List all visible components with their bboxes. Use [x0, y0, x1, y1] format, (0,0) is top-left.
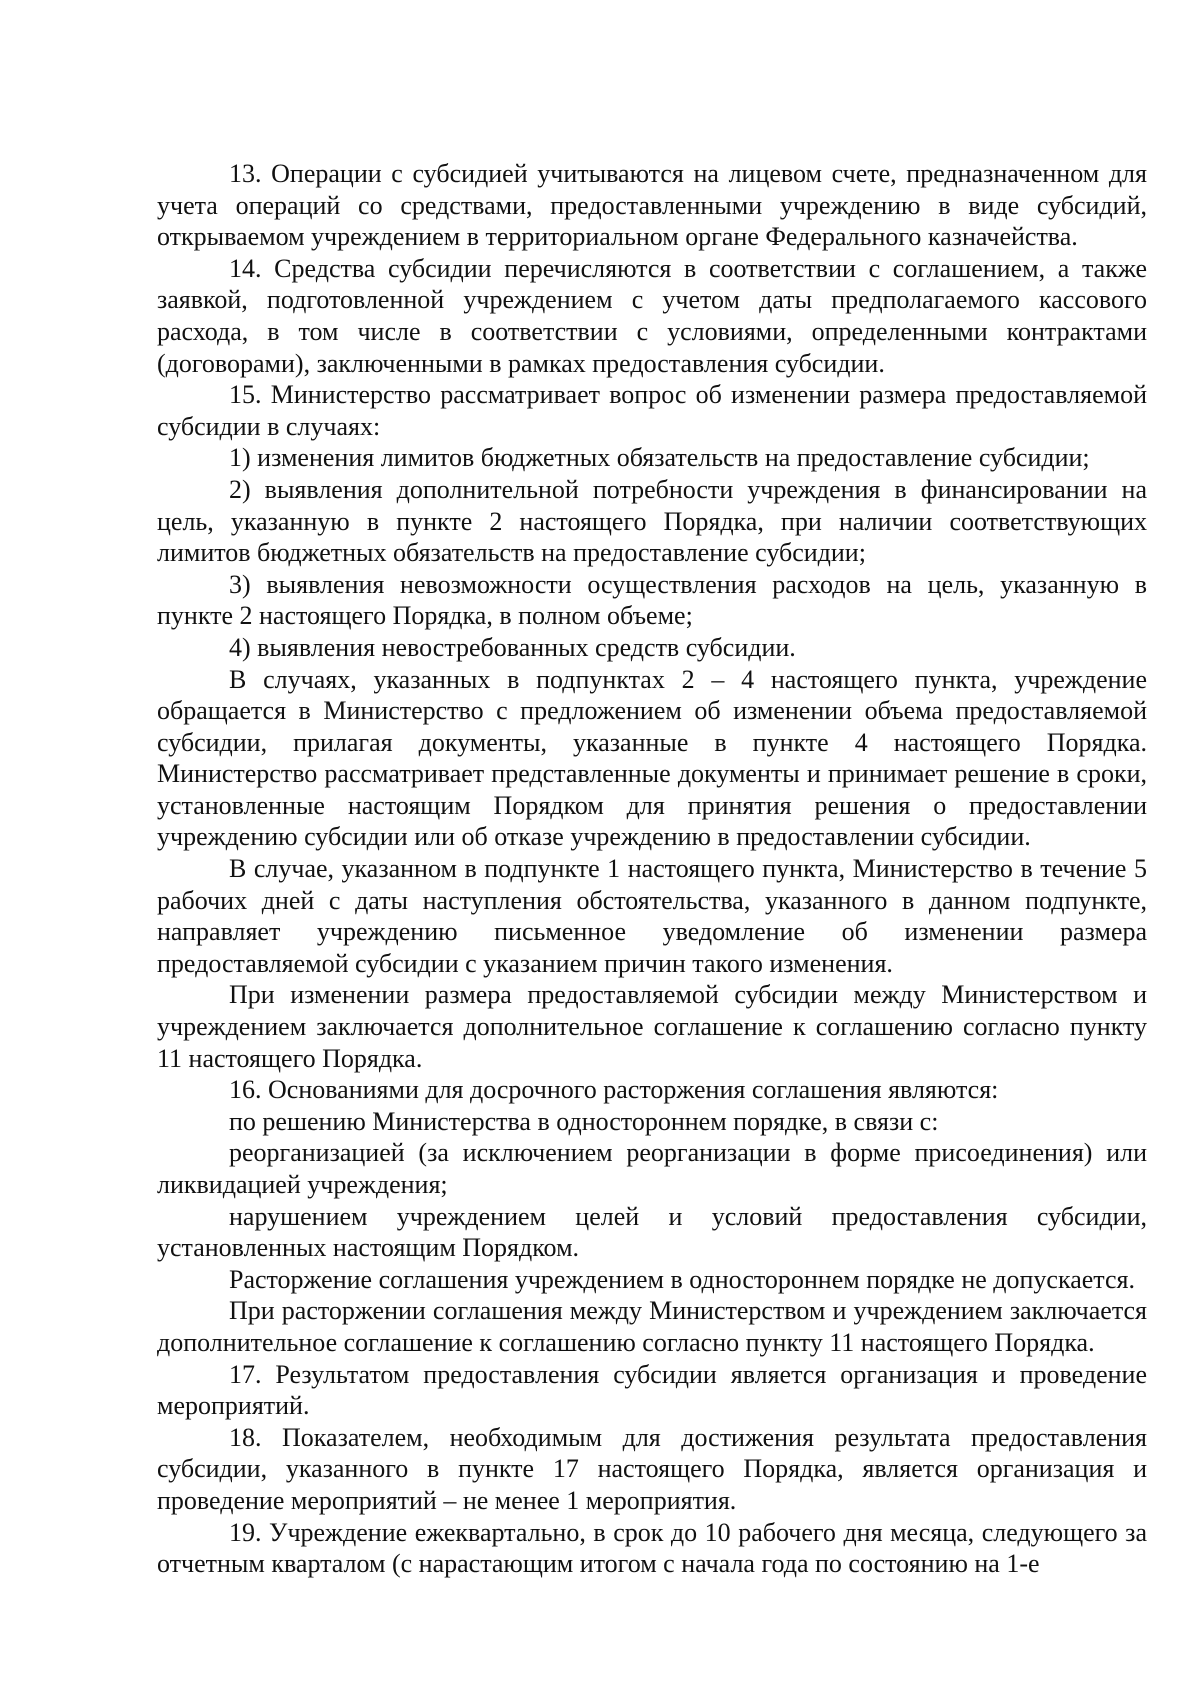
paragraph-additional-agreement: При изменении размера предоставляемой субсидии между Министерством и учреждением заключается дополнительное соглашение к соглашению согласно пункту 11 настоящего Порядка. — [157, 980, 1147, 1073]
paragraph-17-result: 17. Результатом предоставления субсидии является организация и проведение мероприятий. — [157, 1359, 1147, 1421]
paragraph-16-termination: 16. Основаниями для досрочного расторжения соглашения являются: — [229, 1075, 999, 1105]
paragraph-violation: нарушением учреждением целей и условий предоставления субсидии, установленных настоящим Порядком. — [157, 1201, 1147, 1263]
document-page — [157, 158, 1147, 1580]
paragraph-unilateral-decision: по решению Министерства в одностороннем порядке, в связи с: — [229, 1106, 939, 1136]
paragraph-case-1: В случае, указанном в подпункте 1 настоящего пункта, Министерство в течение 5 рабочих дней с даты наступления обстоятельства, указанного в данном подпункте, направляет учреждению письменное уведомление об изменении размера предоставляемой субсидии с указанием причин такого изменения. — [157, 854, 1147, 978]
list-item-4-unclaimed: 4) выявления невостребованных средств субсидии. — [229, 632, 796, 662]
paragraph-termination-agreement: При расторжении соглашения между Министерством и учреждением заключается дополнительное соглашение к соглашению согласно пункту 11 настоящего Порядка. — [157, 1296, 1147, 1357]
list-item-1-limits: 1) изменения лимитов бюджетных обязательств на предоставление субсидии; — [229, 443, 1090, 473]
paragraph-14-transfer: 14. Средства субсидии перечисляются в соответствии с соглашением, а также заявкой, подготовленной учреждением с учетом даты предполагаемого кассового расхода, в том числе в соответствии с условиями, определенными контрактами (договорами), заключенными в рамках предоставления субсидии. — [157, 253, 1147, 378]
paragraph-13-account: 13. Операции с субсидией учитываются на лицевом счете, предназначенном для учета операций со средствами, предоставленными учреждению в виде субсидий, открываемом учреждением в территориальном органе Федерального казначейства. — [157, 159, 1147, 252]
paragraph-19-reporting: 19. Учреждение ежеквартально, в срок до 10 рабочего дня месяца, следующего за отчетным кварталом (с нарастающим итогом с начала года по состоянию на 1-е — [157, 1517, 1147, 1579]
list-item-3-impossibility: 3) выявления невозможности осуществления расходов на цель, указанную в пункте 2 настоящего Порядка, в полном объеме; — [157, 569, 1147, 631]
paragraph-cases-2-4: В случаях, указанных в подпунктах 2 – 4 настоящего пункта, учреждение обращается в Министерство с предложением об изменении объема предоставляемой субсидии, прилагая документы, указанные в пункте 4 настоящего Порядка. Министерство рассматривает представленные документы и принимает решение в сроки, установленные настоящим Порядком для принятия решения о предоставлении учреждению субсидии или об отказе учреждению в предоставлении субсидии. — [157, 664, 1147, 852]
paragraph-reorganization: реорганизацией (за исключением реорганизации в форме присоединения) или ликвидацией учреждения; — [157, 1138, 1147, 1199]
paragraph-no-unilateral: Расторжение соглашения учреждением в одностороннем порядке не допускается. — [229, 1264, 1135, 1294]
list-item-2-additional-need: 2) выявления дополнительной потребности учреждения в финансировании на цель, указанную в пункте 2 настоящего Порядка, при наличии соответствующих лимитов бюджетных обязательств на предоставление субсидии; — [157, 474, 1147, 568]
paragraph-15-change-size: 15. Министерство рассматривает вопрос об изменении размера предоставляемой субсидии в случаях: — [157, 380, 1147, 441]
paragraph-18-indicator: 18. Показателем, необходимым для достижения результата предоставления субсидии, указанного в пункте 17 настоящего Порядка, является организация и проведение мероприятий – не менее 1 мероприятия. — [157, 1422, 1147, 1515]
